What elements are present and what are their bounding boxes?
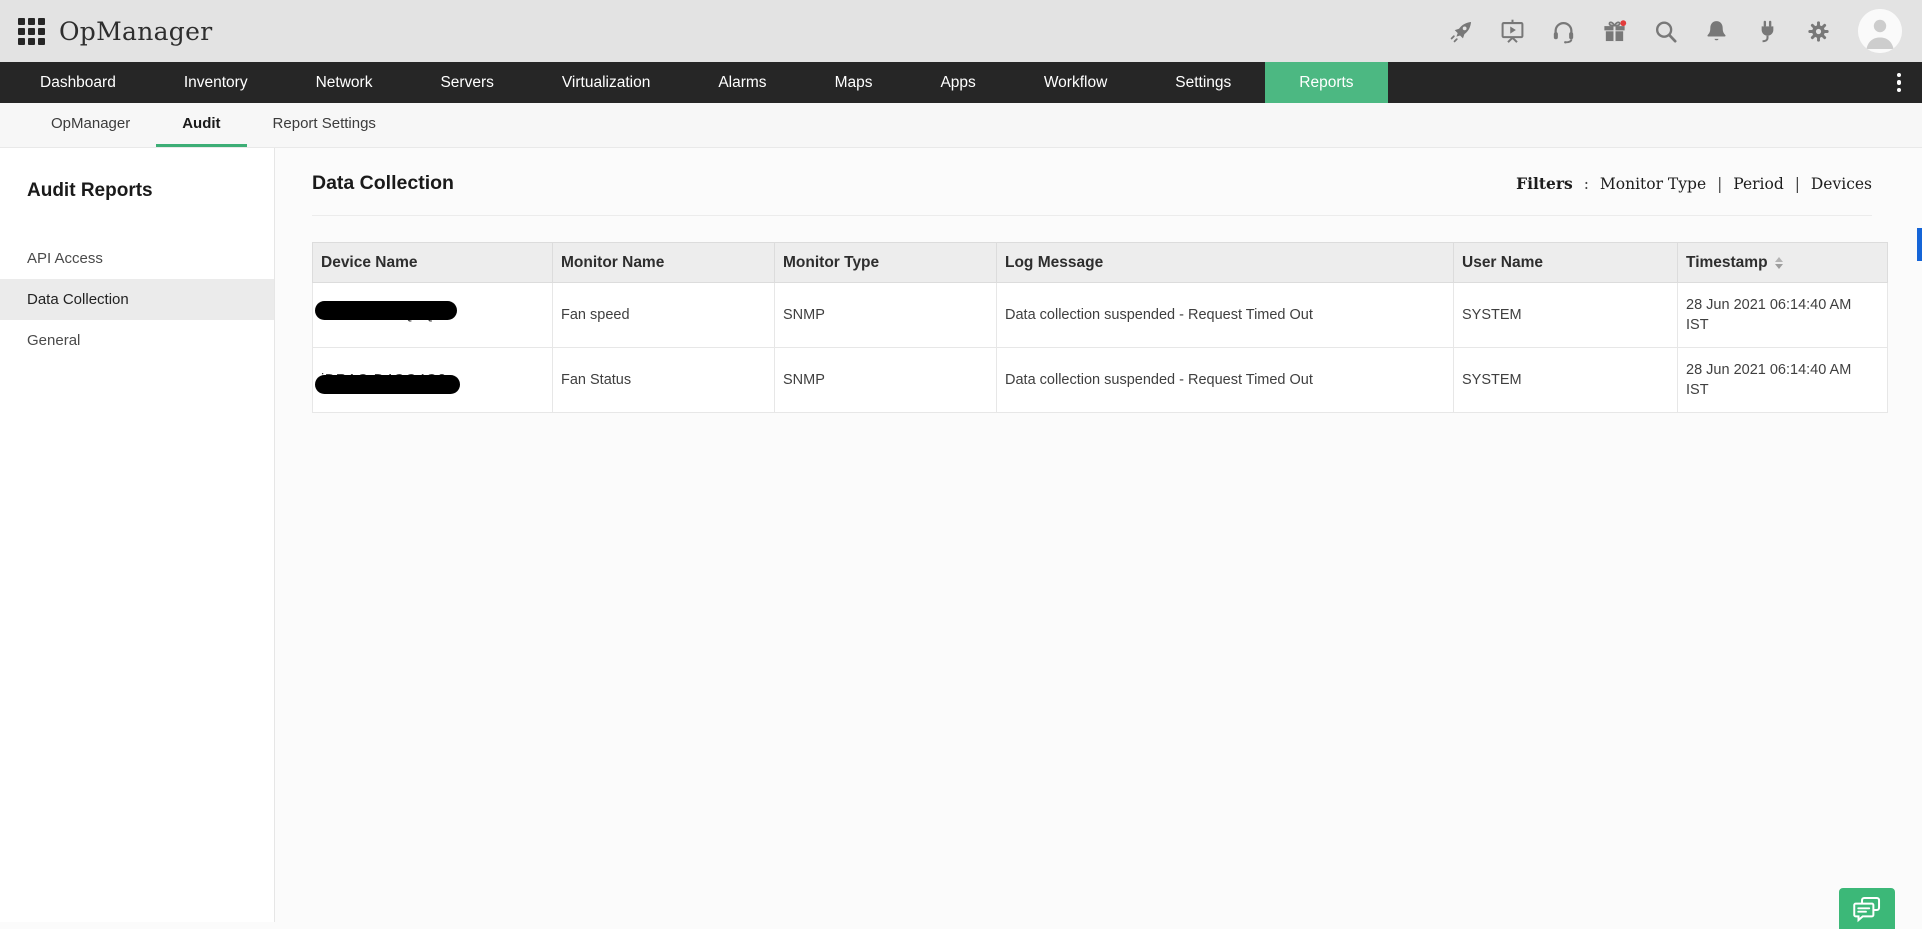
nav-tab-reports[interactable]: Reports (1265, 62, 1387, 103)
col-header-device-name[interactable]: Device Name (313, 243, 553, 283)
subnav-tab-report-settings[interactable]: Report Settings (272, 115, 376, 132)
filters-bar: Filters : Monitor Type | Period | Devices (1516, 174, 1872, 193)
main-navbar (0, 62, 1922, 103)
live-chat-button[interactable] (1839, 888, 1895, 929)
nav-tab-virtualization[interactable]: Virtualization (561, 73, 651, 91)
redaction-bar (315, 301, 457, 320)
nav-tab-dashboard[interactable]: Dashboard (40, 73, 116, 91)
search-icon[interactable] (1652, 18, 1679, 45)
col-header-timestamp[interactable]: Timestamp (1678, 243, 1888, 283)
cell-device-name (313, 283, 553, 348)
nav-tab-apps[interactable]: Apps (940, 73, 976, 91)
data-collection-table (312, 242, 1888, 413)
cell-log-message: Data collection suspended - Request Timed Out (997, 283, 1454, 348)
cell-monitor-name: Fan speed (553, 283, 775, 348)
redacted-device-name (321, 307, 443, 323)
rocket-icon[interactable] (1448, 18, 1475, 45)
sidebar-item-api-access[interactable]: API Access (27, 250, 103, 267)
redacted-device-name (321, 372, 446, 388)
cell-timestamp: 28 Jun 2021 06:14:40 AM IST (1678, 283, 1888, 348)
table-row (313, 348, 1888, 413)
cell-timestamp: 28 Jun 2021 06:14:40 AM IST (1678, 348, 1888, 413)
col-header-user-name[interactable]: User Name (1454, 243, 1678, 283)
filter-monitor-type[interactable]: Monitor Type (1599, 175, 1707, 193)
subnav-tab-opmanager[interactable]: OpManager (51, 115, 131, 132)
cell-device-name (313, 348, 553, 413)
grid-menu-icon[interactable] (18, 18, 45, 45)
filters-label: Filters (1516, 174, 1573, 193)
col-header-log-message[interactable]: Log Message (997, 243, 1454, 283)
app-logo: OpManager (59, 16, 213, 46)
nav-tab-network[interactable]: Network (315, 73, 373, 91)
reports-subnav (0, 103, 1922, 148)
notifications-bell-icon[interactable] (1703, 18, 1730, 45)
nav-tab-alarms[interactable]: Alarms (718, 73, 767, 91)
power-plug-icon[interactable] (1754, 18, 1781, 45)
nav-tab-inventory[interactable]: Inventory (183, 73, 248, 91)
cell-log-message: Data collection suspended - Request Timed Out (997, 348, 1454, 413)
cell-user-name: SYSTEM (1454, 348, 1678, 413)
filter-period[interactable]: Period (1733, 175, 1784, 193)
demo-video-icon[interactable] (1499, 18, 1526, 45)
nav-tab-workflow[interactable]: Workflow (1043, 73, 1108, 91)
col-header-monitor-name[interactable]: Monitor Name (553, 243, 775, 283)
sidebar-item-general[interactable]: General (27, 332, 81, 349)
filter-devices[interactable]: Devices (1810, 175, 1872, 193)
nav-tab-servers[interactable]: Servers (440, 73, 494, 91)
redaction-bar (315, 375, 460, 394)
subnav-tab-audit[interactable]: Audit (156, 103, 246, 147)
col-header-monitor-type[interactable]: Monitor Type (775, 243, 997, 283)
more-options-kebab-icon[interactable] (1890, 62, 1908, 103)
support-headset-icon[interactable] (1550, 18, 1577, 45)
page-title: Data Collection (312, 172, 454, 194)
topbar (0, 0, 1922, 62)
cell-monitor-type: SNMP (775, 348, 997, 413)
cell-user-name: SYSTEM (1454, 283, 1678, 348)
content-header (312, 172, 1872, 216)
scrollbar-thumb[interactable] (1917, 228, 1922, 261)
table-row (313, 283, 1888, 348)
whats-new-gift-icon[interactable] (1601, 18, 1628, 45)
sort-icon[interactable] (1775, 257, 1783, 269)
topbar-icons (1448, 9, 1902, 53)
table-header-row (313, 243, 1888, 283)
main-content (275, 148, 1922, 922)
cell-monitor-type: SNMP (775, 283, 997, 348)
cell-monitor-name: Fan Status (553, 348, 775, 413)
settings-gear-icon[interactable] (1805, 18, 1832, 45)
nav-tab-settings[interactable]: Settings (1175, 73, 1232, 91)
sidebar-item-data-collection[interactable]: Data Collection (0, 279, 274, 320)
audit-reports-sidebar (0, 148, 275, 922)
sidebar-title: Audit Reports (27, 180, 153, 201)
user-avatar[interactable] (1858, 9, 1902, 53)
nav-tab-maps[interactable]: Maps (834, 73, 873, 91)
